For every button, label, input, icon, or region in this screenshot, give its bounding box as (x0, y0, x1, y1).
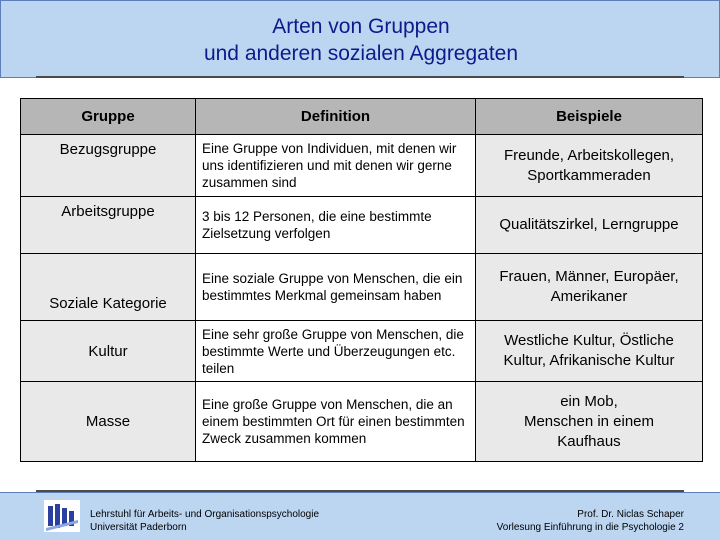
cell-beispiele: ein Mob, Menschen in einem Kaufhaus (476, 382, 703, 462)
cell-gruppe: Soziale Kategorie (21, 254, 196, 321)
header-divider (36, 76, 684, 78)
footer-university: Universität Paderborn (90, 522, 187, 533)
slide-title (1, 13, 720, 67)
footer-chair: Lehrstuhl für Arbeits- und Organisationspsychologie (90, 509, 320, 520)
cell-gruppe: Arbeitsgruppe (21, 197, 196, 254)
cell-beispiele: Qualitätszirkel, Lerngruppe (476, 197, 703, 254)
table-header-row (21, 99, 703, 135)
cell-gruppe: Kultur (21, 321, 196, 382)
university-logo-icon (44, 500, 80, 532)
cell-gruppe: Bezugsgruppe (21, 135, 196, 197)
cell-beispiele: Westliche Kultur, Östliche Kultur, Afrikanische Kultur (476, 321, 703, 382)
footer-left (90, 508, 319, 534)
footer-lecture: Vorlesung Einführung in die Psychologie 2 (496, 522, 684, 533)
cell-gruppe: Masse (21, 382, 196, 462)
cell-beispiele: Frauen, Männer, Europäer, Amerikaner (476, 254, 703, 321)
footer-professor: Prof. Dr. Niclas Schaper (577, 509, 684, 520)
cell-definition: Eine Gruppe von Individuen, mit denen wir uns identifizieren und mit denen wir gerne zusammen sind (196, 135, 476, 197)
cell-definition: 3 bis 12 Personen, die eine bestimmte Zielsetzung verfolgen (196, 197, 476, 254)
cell-definition: Eine große Gruppe von Menschen, die an einem bestimmten Ort für einen bestimmten Zweck zusammen kommen (196, 382, 476, 462)
group-types-table (20, 98, 703, 462)
table-row (21, 382, 703, 462)
cell-definition: Eine soziale Gruppe von Menschen, die ein bestimmtes Merkmal gemeinsam haben (196, 254, 476, 321)
table-row (21, 197, 703, 254)
column-header-gruppe: Gruppe (21, 99, 196, 135)
table-row (21, 321, 703, 382)
cell-beispiele: Freunde, Arbeitskollegen, Sportkammeraden (476, 135, 703, 197)
title-line-2: und anderen sozialen Aggregaten (203, 42, 519, 65)
column-header-beispiele: Beispiele (476, 99, 703, 135)
footer-right (497, 508, 684, 534)
title-line-1: Arten von Gruppen (272, 15, 450, 38)
table-row (21, 135, 703, 197)
slide-header (0, 0, 720, 78)
table-row (21, 254, 703, 321)
column-header-definition: Definition (196, 99, 476, 135)
cell-definition: Eine sehr große Gruppe von Menschen, die bestimmte Werte und Überzeugungen etc. teilen (196, 321, 476, 382)
